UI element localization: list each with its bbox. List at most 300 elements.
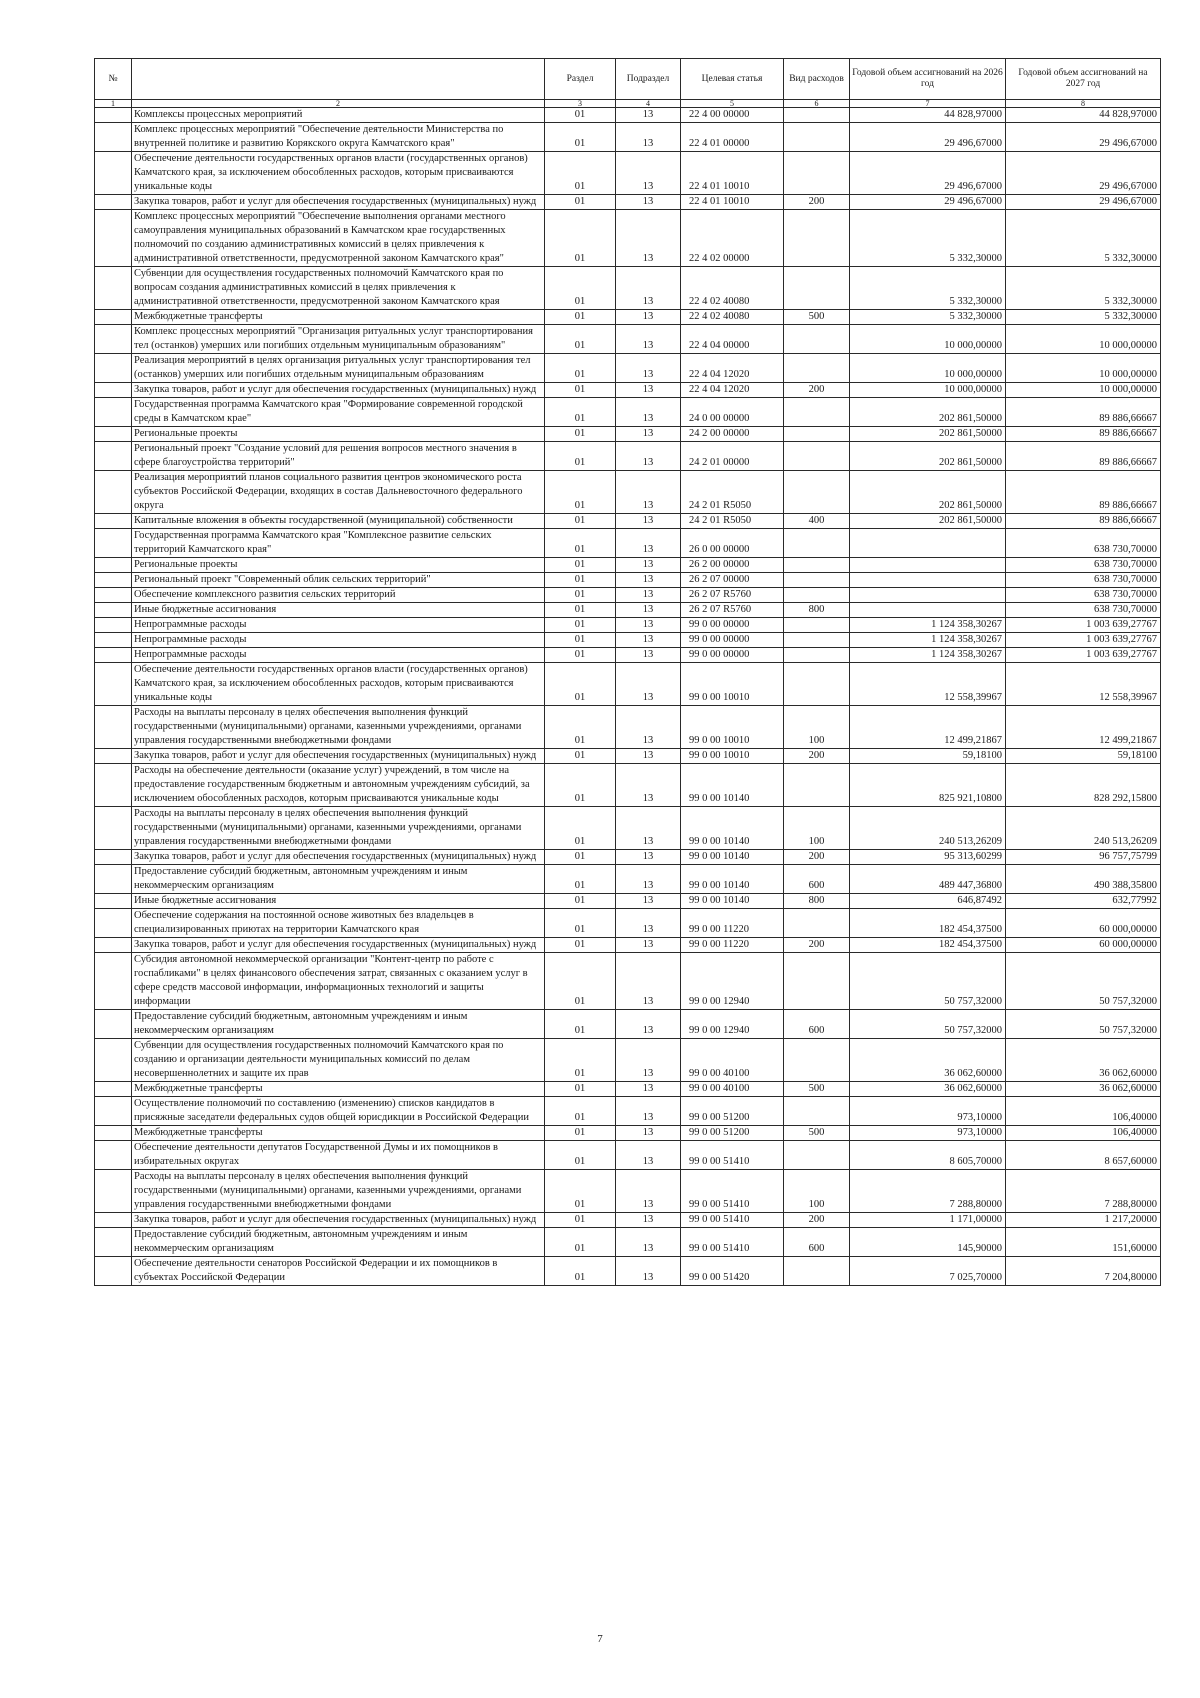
expense-type-code: [784, 529, 850, 558]
table-row: [95, 195, 1161, 210]
table-row: [95, 514, 1161, 529]
table-row: [95, 558, 1161, 573]
podrazdel-code: 13: [616, 1039, 681, 1082]
podrazdel-code: 13: [616, 1097, 681, 1126]
row-number-cell: [95, 1170, 132, 1213]
amount-2027: 50 757,32000: [1006, 953, 1161, 1010]
header-celevaya-statya: Целевая статья: [681, 59, 784, 100]
target-article-code: 99 0 00 10010: [681, 706, 784, 749]
row-number-cell: [95, 427, 132, 442]
expense-type-code: 200: [784, 850, 850, 865]
podrazdel-code: 13: [616, 850, 681, 865]
amount-2027: 5 332,30000: [1006, 267, 1161, 310]
target-article-code: 99 0 00 10010: [681, 663, 784, 706]
table-row: [95, 123, 1161, 152]
amount-2027: 5 332,30000: [1006, 210, 1161, 267]
amount-2027: 10 000,00000: [1006, 325, 1161, 354]
razdel-code: 01: [545, 663, 616, 706]
expense-type-code: [784, 558, 850, 573]
table-row: [95, 1213, 1161, 1228]
razdel-code: 01: [545, 267, 616, 310]
column-number: 5: [681, 100, 784, 108]
razdel-code: 01: [545, 529, 616, 558]
expense-type-code: 800: [784, 894, 850, 909]
amount-2026: 202 861,50000: [850, 442, 1006, 471]
target-article-code: 24 2 01 00000: [681, 442, 784, 471]
column-number: 7: [850, 100, 1006, 108]
header-year-2027: Годовой объем ассигнований на 2027 год: [1006, 59, 1161, 100]
expense-name: Предоставление субсидий бюджетным, автономным учреждениям и иным некоммерческим организациям: [132, 865, 545, 894]
target-article-code: 22 4 04 12020: [681, 354, 784, 383]
amount-2026: [850, 529, 1006, 558]
expense-type-code: [784, 471, 850, 514]
target-article-code: 99 0 00 10140: [681, 850, 784, 865]
razdel-code: 01: [545, 865, 616, 894]
table-row: [95, 383, 1161, 398]
amount-2027: 89 886,66667: [1006, 398, 1161, 427]
expense-type-code: 400: [784, 514, 850, 529]
amount-2026: 240 513,26209: [850, 807, 1006, 850]
table-row: [95, 1039, 1161, 1082]
amount-2026: 202 861,50000: [850, 514, 1006, 529]
expense-name: Межбюджетные трансферты: [132, 1082, 545, 1097]
podrazdel-code: 13: [616, 573, 681, 588]
podrazdel-code: 13: [616, 354, 681, 383]
amount-2027: 7 288,80000: [1006, 1170, 1161, 1213]
podrazdel-code: 13: [616, 383, 681, 398]
table-row: [95, 573, 1161, 588]
amount-2026: [850, 588, 1006, 603]
expense-name: Государственная программа Камчатского края "Формирование современной городской среды в Камчатском крае": [132, 398, 545, 427]
amount-2027: 89 886,66667: [1006, 427, 1161, 442]
target-article-code: 22 4 04 00000: [681, 325, 784, 354]
table-row: [95, 1141, 1161, 1170]
razdel-code: 01: [545, 1010, 616, 1039]
expense-name: Непрограммные расходы: [132, 633, 545, 648]
amount-2027: 12 558,39967: [1006, 663, 1161, 706]
target-article-code: 26 2 07 00000: [681, 573, 784, 588]
razdel-code: 01: [545, 938, 616, 953]
expense-type-code: 500: [784, 1126, 850, 1141]
expense-type-code: 200: [784, 1213, 850, 1228]
expense-type-code: [784, 123, 850, 152]
row-number-cell: [95, 354, 132, 383]
razdel-code: 01: [545, 123, 616, 152]
expense-name: Обеспечение деятельности сенаторов Российской Федерации и их помощников в субъектах Российской Федерации: [132, 1257, 545, 1286]
amount-2027: 638 730,70000: [1006, 588, 1161, 603]
table-row: [95, 648, 1161, 663]
amount-2026: 202 861,50000: [850, 427, 1006, 442]
expense-name: Обеспечение деятельности государственных органов власти (государственных органов) Камчатского края, за исключением обособленных расходов, которым присваиваются уникальные коды: [132, 152, 545, 195]
razdel-code: 01: [545, 953, 616, 1010]
row-number-cell: [95, 1213, 132, 1228]
expense-name: Межбюджетные трансферты: [132, 1126, 545, 1141]
amount-2027: 1 003 639,27767: [1006, 648, 1161, 663]
amount-2027: 638 730,70000: [1006, 529, 1161, 558]
table-row: [95, 1010, 1161, 1039]
target-article-code: 99 0 00 40100: [681, 1082, 784, 1097]
expense-name: Осуществление полномочий по составлению (изменению) списков кандидатов в присяжные заседатели федеральных судов общей юрисдикции в Российской Федерации: [132, 1097, 545, 1126]
table-row: [95, 1257, 1161, 1286]
row-number-cell: [95, 1141, 132, 1170]
target-article-code: 99 0 00 10140: [681, 807, 784, 850]
expense-type-code: [784, 325, 850, 354]
razdel-code: 01: [545, 1082, 616, 1097]
expense-name: Расходы на выплаты персоналу в целях обеспечения выполнения функций государственными (муниципальными) органами, казенными учреждениями, органами управления государственными внебюджетными фондами: [132, 1170, 545, 1213]
expense-name: Непрограммные расходы: [132, 648, 545, 663]
expense-type-code: [784, 648, 850, 663]
amount-2027: 12 499,21867: [1006, 706, 1161, 749]
expense-name: Государственная программа Камчатского края "Комплексное развитие сельских территорий Камчатского края": [132, 529, 545, 558]
expense-type-code: [784, 267, 850, 310]
amount-2026: 973,10000: [850, 1097, 1006, 1126]
header-vid-rashodov: Вид расходов: [784, 59, 850, 100]
razdel-code: 01: [545, 1228, 616, 1257]
expense-name: Закупка товаров, работ и услуг для обеспечения государственных (муниципальных) нужд: [132, 749, 545, 764]
podrazdel-code: 13: [616, 953, 681, 1010]
expense-type-code: 500: [784, 310, 850, 325]
expense-name: Расходы на обеспечение деятельности (оказание услуг) учреждений, в том числе на предоставление государственным бюджетным и автономным учреждениям субсидий, за исключением обособленных расходов, которым присваиваются уникальные коды: [132, 764, 545, 807]
expense-name: Комплекс процессных мероприятий "Организация ритуальных услуг транспортирования тел (останков) умерших или погибших отдельным муниципальным образованиям": [132, 325, 545, 354]
razdel-code: 01: [545, 471, 616, 514]
table-row: [95, 909, 1161, 938]
amount-2027: 50 757,32000: [1006, 1010, 1161, 1039]
podrazdel-code: 13: [616, 514, 681, 529]
podrazdel-code: 13: [616, 1170, 681, 1213]
podrazdel-code: 13: [616, 1213, 681, 1228]
razdel-code: 01: [545, 310, 616, 325]
budget-table-page: [94, 58, 1160, 1286]
podrazdel-code: 13: [616, 764, 681, 807]
podrazdel-code: 13: [616, 1010, 681, 1039]
row-number-cell: [95, 310, 132, 325]
podrazdel-code: 13: [616, 1082, 681, 1097]
razdel-code: 01: [545, 894, 616, 909]
razdel-code: 01: [545, 618, 616, 633]
expense-type-code: 600: [784, 1010, 850, 1039]
amount-2027: 638 730,70000: [1006, 558, 1161, 573]
razdel-code: 01: [545, 1126, 616, 1141]
razdel-code: 01: [545, 588, 616, 603]
podrazdel-code: 13: [616, 442, 681, 471]
expense-name: Комплекс процессных мероприятий "Обеспечение выполнения органами местного самоуправления муниципальных образований в Камчатском крае государственных полномочий по созданию административных комиссий в целях привлечения к административной ответственности, предусмотренной законом Камчатского края": [132, 210, 545, 267]
podrazdel-code: 13: [616, 1126, 681, 1141]
table-row: [95, 603, 1161, 618]
row-number-cell: [95, 764, 132, 807]
expense-type-code: 200: [784, 938, 850, 953]
table-row: [95, 427, 1161, 442]
expense-name: Непрограммные расходы: [132, 618, 545, 633]
column-number: 1: [95, 100, 132, 108]
target-article-code: 24 2 01 R5050: [681, 471, 784, 514]
table-row: [95, 850, 1161, 865]
podrazdel-code: 13: [616, 471, 681, 514]
table-row: [95, 865, 1161, 894]
expense-type-code: 100: [784, 706, 850, 749]
table-row: [95, 953, 1161, 1010]
row-number-cell: [95, 706, 132, 749]
amount-2027: 89 886,66667: [1006, 442, 1161, 471]
expense-name: Региональный проект "Современный облик сельских территорий": [132, 573, 545, 588]
table-row: [95, 764, 1161, 807]
row-number-cell: [95, 325, 132, 354]
amount-2026: 202 861,50000: [850, 471, 1006, 514]
row-number-cell: [95, 865, 132, 894]
row-number-cell: [95, 558, 132, 573]
target-article-code: 99 0 00 51410: [681, 1170, 784, 1213]
column-number: 6: [784, 100, 850, 108]
expense-type-code: [784, 953, 850, 1010]
amount-2026: [850, 558, 1006, 573]
expense-name: Закупка товаров, работ и услуг для обеспечения государственных (муниципальных) нужд: [132, 195, 545, 210]
razdel-code: 01: [545, 603, 616, 618]
target-article-code: 99 0 00 12940: [681, 953, 784, 1010]
target-article-code: 99 0 00 10140: [681, 764, 784, 807]
row-number-cell: [95, 514, 132, 529]
podrazdel-code: 13: [616, 267, 681, 310]
podrazdel-code: 13: [616, 1141, 681, 1170]
razdel-code: 01: [545, 1170, 616, 1213]
row-number-cell: [95, 807, 132, 850]
amount-2026: 1 124 358,30267: [850, 618, 1006, 633]
page-number: 7: [597, 1633, 603, 1645]
target-article-code: 99 0 00 00000: [681, 618, 784, 633]
expense-type-code: 100: [784, 1170, 850, 1213]
row-number-cell: [95, 573, 132, 588]
razdel-code: 01: [545, 1257, 616, 1286]
amount-2026: 29 496,67000: [850, 123, 1006, 152]
table-row: [95, 1097, 1161, 1126]
table-row: [95, 1170, 1161, 1213]
podrazdel-code: 13: [616, 749, 681, 764]
table-row: [95, 663, 1161, 706]
column-number-row: [95, 100, 1161, 108]
podrazdel-code: 13: [616, 152, 681, 195]
amount-2026: [850, 603, 1006, 618]
expense-name: Региональный проект "Создание условий для решения вопросов местного значения в сфере благоустройства территорий": [132, 442, 545, 471]
column-number: 3: [545, 100, 616, 108]
amount-2026: 1 124 358,30267: [850, 633, 1006, 648]
podrazdel-code: 13: [616, 398, 681, 427]
amount-2026: 10 000,00000: [850, 325, 1006, 354]
podrazdel-code: 13: [616, 558, 681, 573]
target-article-code: 99 0 00 11220: [681, 938, 784, 953]
razdel-code: 01: [545, 398, 616, 427]
podrazdel-code: 13: [616, 427, 681, 442]
razdel-code: 01: [545, 325, 616, 354]
target-article-code: 24 2 01 R5050: [681, 514, 784, 529]
amount-2027: 106,40000: [1006, 1097, 1161, 1126]
row-number-cell: [95, 1228, 132, 1257]
row-number-cell: [95, 210, 132, 267]
razdel-code: 01: [545, 514, 616, 529]
podrazdel-code: 13: [616, 807, 681, 850]
razdel-code: 01: [545, 354, 616, 383]
amount-2026: 12 499,21867: [850, 706, 1006, 749]
amount-2027: 59,18100: [1006, 749, 1161, 764]
amount-2026: 36 062,60000: [850, 1039, 1006, 1082]
table-row: [95, 210, 1161, 267]
amount-2027: 89 886,66667: [1006, 471, 1161, 514]
table-row: [95, 1228, 1161, 1257]
amount-2026: 50 757,32000: [850, 1010, 1006, 1039]
amount-2026: [850, 573, 1006, 588]
row-number-cell: [95, 648, 132, 663]
amount-2027: 44 828,97000: [1006, 108, 1161, 123]
amount-2026: 182 454,37500: [850, 938, 1006, 953]
expense-type-code: [784, 354, 850, 383]
amount-2026: 95 313,60299: [850, 850, 1006, 865]
amount-2027: 240 513,26209: [1006, 807, 1161, 850]
amount-2027: 60 000,00000: [1006, 909, 1161, 938]
podrazdel-code: 13: [616, 706, 681, 749]
razdel-code: 01: [545, 909, 616, 938]
amount-2026: 8 605,70000: [850, 1141, 1006, 1170]
podrazdel-code: 13: [616, 633, 681, 648]
razdel-code: 01: [545, 706, 616, 749]
razdel-code: 01: [545, 648, 616, 663]
expense-type-code: [784, 764, 850, 807]
expense-name: Комплексы процессных мероприятий: [132, 108, 545, 123]
row-number-cell: [95, 442, 132, 471]
table-row: [95, 442, 1161, 471]
razdel-code: 01: [545, 427, 616, 442]
amount-2026: 1 171,00000: [850, 1213, 1006, 1228]
row-number-cell: [95, 909, 132, 938]
table-row: [95, 749, 1161, 764]
column-number: 4: [616, 100, 681, 108]
expense-type-code: 600: [784, 865, 850, 894]
column-number: 8: [1006, 100, 1161, 108]
header-no: №: [95, 59, 132, 100]
podrazdel-code: 13: [616, 603, 681, 618]
target-article-code: 22 4 01 10010: [681, 152, 784, 195]
expense-type-code: [784, 427, 850, 442]
amount-2026: 59,18100: [850, 749, 1006, 764]
target-article-code: 26 0 00 00000: [681, 529, 784, 558]
expense-type-code: 200: [784, 749, 850, 764]
amount-2026: 5 332,30000: [850, 267, 1006, 310]
podrazdel-code: 13: [616, 123, 681, 152]
row-number-cell: [95, 953, 132, 1010]
row-number-cell: [95, 398, 132, 427]
amount-2026: 10 000,00000: [850, 383, 1006, 398]
podrazdel-code: 13: [616, 210, 681, 267]
expense-name: Обеспечение деятельности государственных органов власти (государственных органов) Камчатского края, за исключением обособленных расходов, которым присваиваются уникальные коды: [132, 663, 545, 706]
expense-type-code: [784, 1097, 850, 1126]
target-article-code: 22 4 01 10010: [681, 195, 784, 210]
amount-2026: 646,87492: [850, 894, 1006, 909]
amount-2027: 638 730,70000: [1006, 603, 1161, 618]
amount-2027: 60 000,00000: [1006, 938, 1161, 953]
amount-2027: 89 886,66667: [1006, 514, 1161, 529]
table-row: [95, 152, 1161, 195]
target-article-code: 22 4 01 00000: [681, 123, 784, 152]
expense-name: Региональные проекты: [132, 427, 545, 442]
amount-2027: 36 062,60000: [1006, 1039, 1161, 1082]
target-article-code: 99 0 00 40100: [681, 1039, 784, 1082]
target-article-code: 22 4 02 00000: [681, 210, 784, 267]
table-row: [95, 1126, 1161, 1141]
podrazdel-code: 13: [616, 529, 681, 558]
amount-2026: 489 447,36800: [850, 865, 1006, 894]
podrazdel-code: 13: [616, 663, 681, 706]
razdel-code: 01: [545, 195, 616, 210]
expense-name: Предоставление субсидий бюджетным, автономным учреждениям и иным некоммерческим организациям: [132, 1010, 545, 1039]
table-row: [95, 1082, 1161, 1097]
expense-type-code: 800: [784, 603, 850, 618]
expense-name: Субвенции для осуществления государственных полномочий Камчатского края по созданию и организации деятельности муниципальных комиссий по делам несовершеннолетних и защите их прав: [132, 1039, 545, 1082]
header-razdel: Раздел: [545, 59, 616, 100]
expense-name: Иные бюджетные ассигнования: [132, 603, 545, 618]
row-number-cell: [95, 633, 132, 648]
razdel-code: 01: [545, 108, 616, 123]
target-article-code: 99 0 00 51410: [681, 1228, 784, 1257]
header-year-2026: Годовой объем ассигнований на 2026 год: [850, 59, 1006, 100]
amount-2026: 825 921,10800: [850, 764, 1006, 807]
amount-2026: 145,90000: [850, 1228, 1006, 1257]
podrazdel-code: 13: [616, 909, 681, 938]
target-article-code: 99 0 00 10140: [681, 894, 784, 909]
row-number-cell: [95, 108, 132, 123]
razdel-code: 01: [545, 152, 616, 195]
row-number-cell: [95, 1039, 132, 1082]
expense-name: Комплекс процессных мероприятий "Обеспечение деятельности Министерства по внутренней политике и развитию Корякского округа Камчатского края": [132, 123, 545, 152]
expense-name: Обеспечение комплексного развития сельских территорий: [132, 588, 545, 603]
target-article-code: 24 2 00 00000: [681, 427, 784, 442]
row-number-cell: [95, 267, 132, 310]
amount-2026: 5 332,30000: [850, 210, 1006, 267]
target-article-code: 99 0 00 51410: [681, 1213, 784, 1228]
expense-type-code: 500: [784, 1082, 850, 1097]
razdel-code: 01: [545, 807, 616, 850]
expense-type-code: [784, 909, 850, 938]
podrazdel-code: 13: [616, 325, 681, 354]
target-article-code: 99 0 00 12940: [681, 1010, 784, 1039]
podrazdel-code: 13: [616, 648, 681, 663]
target-article-code: 26 2 07 R5760: [681, 603, 784, 618]
table-row: [95, 618, 1161, 633]
table-row: [95, 894, 1161, 909]
razdel-code: 01: [545, 1213, 616, 1228]
podrazdel-code: 13: [616, 310, 681, 325]
razdel-code: 01: [545, 764, 616, 807]
expense-type-code: [784, 1257, 850, 1286]
header-podrazdel: Подраздел: [616, 59, 681, 100]
expense-type-code: [784, 588, 850, 603]
expense-type-code: [784, 633, 850, 648]
row-number-cell: [95, 663, 132, 706]
row-number-cell: [95, 152, 132, 195]
expense-name: Обеспечение деятельности депутатов Государственной Думы и их помощников в избирательных округах: [132, 1141, 545, 1170]
table-row: [95, 706, 1161, 749]
row-number-cell: [95, 1097, 132, 1126]
row-number-cell: [95, 383, 132, 398]
row-number-cell: [95, 529, 132, 558]
table-row: [95, 354, 1161, 383]
row-number-cell: [95, 749, 132, 764]
row-number-cell: [95, 894, 132, 909]
podrazdel-code: 13: [616, 1228, 681, 1257]
expense-name: Расходы на выплаты персоналу в целях обеспечения выполнения функций государственными (муниципальными) органами, казенными учреждениями, органами управления государственными внебюджетными фондами: [132, 706, 545, 749]
target-article-code: 24 0 00 00000: [681, 398, 784, 427]
table-row: [95, 325, 1161, 354]
table-row: [95, 807, 1161, 850]
amount-2027: 106,40000: [1006, 1126, 1161, 1141]
header-row: [95, 59, 1161, 100]
table-row: [95, 588, 1161, 603]
amount-2027: 638 730,70000: [1006, 573, 1161, 588]
